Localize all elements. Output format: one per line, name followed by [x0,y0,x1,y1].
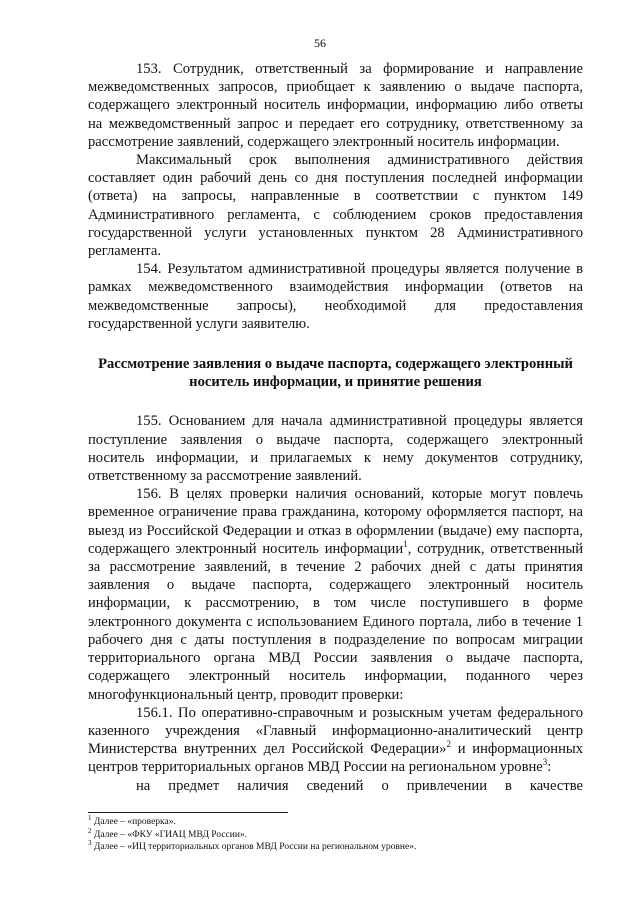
page-number: 56 [314,36,326,50]
footnote-2-text: Далее – «ФКУ «ГИАЦ МВД России». [93,829,248,840]
document-body [88,60,583,795]
paragraph-156-text-a: 156. В целях проверки наличия оснований, которые могут повлечь временное ограничение права гражданина, которому оформляется паспорт, на выезд из Российской Федерации и отказ в оформлении (выдаче) ему паспорта, содержащего электронный носитель информации [88,486,583,557]
paragraph-153-deadline: Максимальный срок выполнения административного действия составляет один рабочий день со дня поступления последней информации (ответа) на запросы, направленные в соответствии с пунктом 149 Административного регламента, с соблюдением сроков предоставления государственной услуги установленных пунктом 28 Административного регламента. [88,152,583,260]
paragraph-156-1-text-a: 156.1. По оперативно-справочным и розыскным учетам федерального казенного учреждения «Главный информационно-аналитический центр Министерства внутренних дел Российской Федерации» [88,704,583,758]
paragraph-154: 154. Результатом административной процедуры является получение в рамках межведомственного взаимодействия информации (ответов на межведомственные запросы), необходимой для предоставления государственной услуги заявителю. [88,261,583,332]
footnote-2-mark: 2 [88,826,92,835]
footnote-3 [88,838,583,854]
footnote-3-text: Далее – «ИЦ территориальных органов МВД России на региональном уровне». [93,842,417,852]
paragraph-continuation: на предмет наличия сведений о привлечении в качестве [136,777,583,794]
paragraph-156-1-text-b: и информационных центров территориальных органов МВД России на региональном уровне [88,741,583,776]
paragraph-156-1 [88,704,583,777]
paragraph-156-1-text-c: : [547,759,552,776]
footnote-divider [88,812,288,813]
paragraph-156-text-b: , сотрудник, ответственный за рассмотрение заявлений, в течение 2 рабочих дней с даты принятия заявления о выдаче паспорта, содержащего электронный носитель информации, к рассмотрению, в том числе поступившего в форме электронного документа с использованием Единого портала, либо в течение 1 рабочего дня с даты поступления в подразделение по вопросам миграции территориального органа МВД России заявления о выдаче паспорта, содержащего электронный носитель информации, поданного через многофункциональный центр, проводит проверки: [88,540,583,703]
paragraph-156 [88,485,583,703]
footnote-ref-1[interactable]: 1 [403,539,408,550]
section-heading: Рассмотрение заявления о выдаче паспорта, содержащего электронный носитель информации, и принятие решения [98,356,573,391]
footnote-ref-3[interactable]: 3 [542,757,548,768]
footnote-3-mark: 3 [88,838,92,847]
footnote-2 [88,826,583,842]
footnote-1-mark: 1 [88,813,92,822]
paragraph-155: 155. Основанием для начала административной процедуры является поступление заявления о выдаче паспорта, содержащего электронный носитель информации, и прилагаемых к нему документов сотруднику, ответственному за рассмотрение заявлений. [88,413,583,485]
footnotes [88,813,583,854]
footnote-1 [88,813,583,829]
paragraph-153: 153. Сотрудник, ответственный за формирование и направление межведомственных запросов, приобщает к заявлению о выдаче паспорта, содержащего электронный носитель информации, информацию либо ответы на межведомственный запрос и передает его сотруднику, ответственному за рассмотрение заявлений, содержащего электронный носитель информации. [88,61,583,150]
footnote-1-text: Далее – «проверка». [93,817,176,827]
footnote-ref-2[interactable]: 2 [446,739,451,750]
